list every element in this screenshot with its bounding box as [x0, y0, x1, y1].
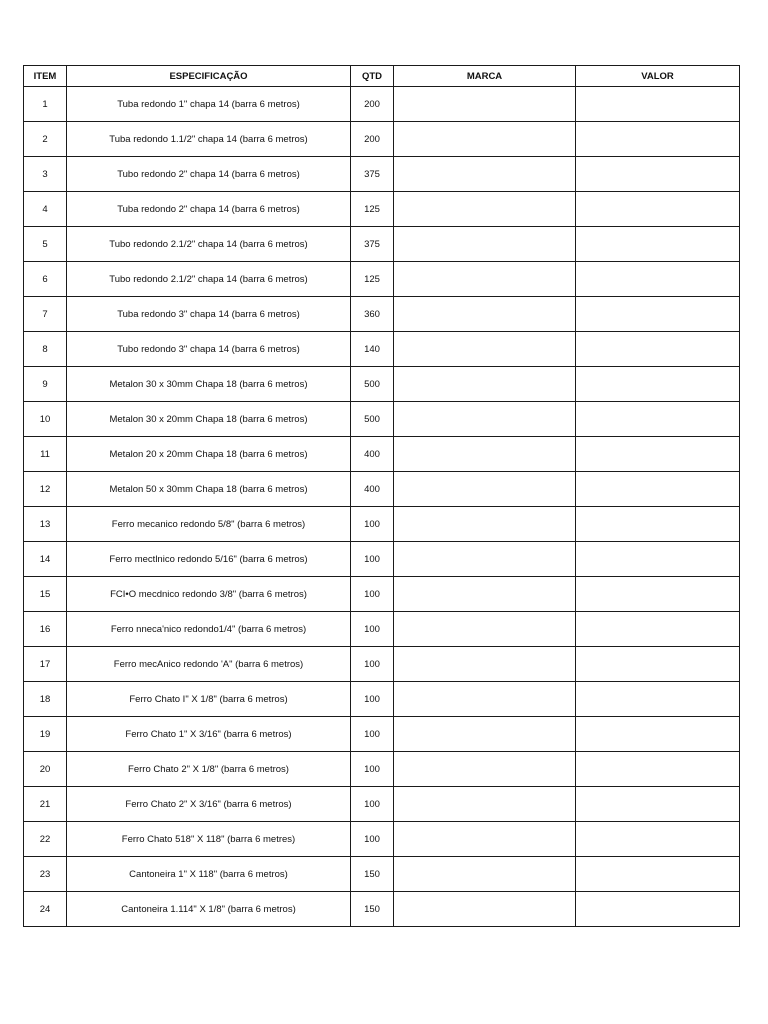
cell-quantity: 100: [351, 682, 394, 717]
cell-quantity: 100: [351, 717, 394, 752]
cell-brand: [394, 647, 576, 682]
cell-brand: [394, 857, 576, 892]
cell-value: [576, 297, 740, 332]
cell-specification: Tubo redondo 2.1/2" chapa 14 (barra 6 metros): [67, 227, 351, 262]
cell-brand: [394, 472, 576, 507]
cell-brand: [394, 157, 576, 192]
cell-specification: Tuba redondo 1.1/2" chapa 14 (barra 6 metros): [67, 122, 351, 157]
table-row: [24, 227, 740, 262]
cell-brand: [394, 787, 576, 822]
cell-brand: [394, 367, 576, 402]
cell-specification: Cantoneira 1" X 118" (barra 6 metros): [67, 857, 351, 892]
cell-quantity: 200: [351, 122, 394, 157]
cell-quantity: 100: [351, 507, 394, 542]
cell-item: 4: [24, 192, 67, 227]
header-item: ITEM: [24, 66, 67, 87]
table-row: [24, 892, 740, 927]
cell-item: 23: [24, 857, 67, 892]
header-quantity: QTD: [351, 66, 394, 87]
cell-quantity: 125: [351, 192, 394, 227]
table-row: [24, 787, 740, 822]
cell-specification: Tuba redondo 1" chapa 14 (barra 6 metros): [67, 87, 351, 122]
cell-specification: Ferro mecanico redondo 5/8" (barra 6 metros): [67, 507, 351, 542]
cell-item: 1: [24, 87, 67, 122]
cell-item: 7: [24, 297, 67, 332]
cell-value: [576, 332, 740, 367]
cell-item: 3: [24, 157, 67, 192]
table-row: [24, 822, 740, 857]
cell-value: [576, 787, 740, 822]
cell-item: 18: [24, 682, 67, 717]
cell-item: 21: [24, 787, 67, 822]
cell-specification: Tuba redondo 3" chapa 14 (barra 6 metros): [67, 297, 351, 332]
cell-item: 2: [24, 122, 67, 157]
cell-brand: [394, 542, 576, 577]
table-row: [24, 612, 740, 647]
cell-specification: Ferro Chato 2" X 3/16" (barra 6 metros): [67, 787, 351, 822]
cell-brand: [394, 122, 576, 157]
cell-value: [576, 402, 740, 437]
cell-item: 20: [24, 752, 67, 787]
cell-value: [576, 157, 740, 192]
cell-specification: Ferro Chato 518" X 118" (barra 6 metres): [67, 822, 351, 857]
cell-item: 16: [24, 612, 67, 647]
header-specification: ESPECIFICAÇÃO: [67, 66, 351, 87]
cell-value: [576, 472, 740, 507]
cell-quantity: 150: [351, 892, 394, 927]
cell-item: 12: [24, 472, 67, 507]
table-body: [24, 87, 740, 927]
table-row: [24, 577, 740, 612]
cell-brand: [394, 577, 576, 612]
cell-quantity: 100: [351, 822, 394, 857]
cell-item: 14: [24, 542, 67, 577]
cell-quantity: 125: [351, 262, 394, 297]
cell-brand: [394, 822, 576, 857]
cell-quantity: 500: [351, 367, 394, 402]
cell-brand: [394, 752, 576, 787]
header-value: VALOR: [576, 66, 740, 87]
cell-specification: Cantoneira 1.114" X 1/8" (barra 6 metros): [67, 892, 351, 927]
cell-value: [576, 822, 740, 857]
cell-specification: Metalon 20 x 20mm Chapa 18 (barra 6 metros): [67, 437, 351, 472]
cell-value: [576, 577, 740, 612]
table-row: [24, 402, 740, 437]
cell-brand: [394, 612, 576, 647]
cell-brand: [394, 87, 576, 122]
specification-table: [23, 65, 740, 927]
table-row: [24, 857, 740, 892]
cell-quantity: 375: [351, 227, 394, 262]
cell-quantity: 150: [351, 857, 394, 892]
cell-specification: Ferro Chato 1" X 3/16" (barra 6 metros): [67, 717, 351, 752]
table-row: [24, 367, 740, 402]
cell-value: [576, 262, 740, 297]
cell-item: 8: [24, 332, 67, 367]
cell-specification: Ferro mecAnico redondo 'A" (barra 6 metros): [67, 647, 351, 682]
cell-brand: [394, 262, 576, 297]
table-row: [24, 262, 740, 297]
table-header-row: [24, 66, 740, 87]
cell-item: 5: [24, 227, 67, 262]
cell-item: 6: [24, 262, 67, 297]
cell-value: [576, 227, 740, 262]
cell-value: [576, 892, 740, 927]
table-row: [24, 437, 740, 472]
cell-item: 17: [24, 647, 67, 682]
cell-brand: [394, 332, 576, 367]
table-row: [24, 122, 740, 157]
cell-brand: [394, 227, 576, 262]
cell-specification: Tuba redondo 2" chapa 14 (barra 6 metros): [67, 192, 351, 227]
cell-quantity: 100: [351, 612, 394, 647]
cell-value: [576, 507, 740, 542]
cell-specification: Ferro nneca'nico redondo1/4" (barra 6 metros): [67, 612, 351, 647]
cell-specification: Tubo redondo 3" chapa 14 (barra 6 metros): [67, 332, 351, 367]
cell-quantity: 100: [351, 542, 394, 577]
cell-item: 22: [24, 822, 67, 857]
table-row: [24, 192, 740, 227]
cell-value: [576, 192, 740, 227]
table-row: [24, 682, 740, 717]
cell-brand: [394, 297, 576, 332]
cell-specification: Metalon 50 x 30mm Chapa 18 (barra 6 metros): [67, 472, 351, 507]
table-row: [24, 752, 740, 787]
cell-quantity: 375: [351, 157, 394, 192]
cell-quantity: 500: [351, 402, 394, 437]
table-row: [24, 647, 740, 682]
cell-value: [576, 857, 740, 892]
cell-item: 9: [24, 367, 67, 402]
cell-specification: Tubo redondo 2.1/2" chapa 14 (barra 6 metros): [67, 262, 351, 297]
cell-brand: [394, 437, 576, 472]
cell-value: [576, 122, 740, 157]
cell-quantity: 400: [351, 472, 394, 507]
table-row: [24, 332, 740, 367]
header-brand: MARCA: [394, 66, 576, 87]
cell-quantity: 100: [351, 647, 394, 682]
cell-brand: [394, 192, 576, 227]
cell-brand: [394, 717, 576, 752]
cell-quantity: 200: [351, 87, 394, 122]
table-row: [24, 472, 740, 507]
table-row: [24, 542, 740, 577]
cell-brand: [394, 402, 576, 437]
cell-specification: FCI•O mecdnico redondo 3/8" (barra 6 metros): [67, 577, 351, 612]
cell-value: [576, 752, 740, 787]
cell-brand: [394, 507, 576, 542]
cell-specification: Metalon 30 x 30mm Chapa 18 (barra 6 metros): [67, 367, 351, 402]
cell-quantity: 100: [351, 752, 394, 787]
cell-value: [576, 682, 740, 717]
cell-specification: Metalon 30 x 20mm Chapa 18 (barra 6 metros): [67, 402, 351, 437]
cell-value: [576, 437, 740, 472]
table-row: [24, 157, 740, 192]
table-row: [24, 507, 740, 542]
cell-quantity: 100: [351, 577, 394, 612]
cell-quantity: 400: [351, 437, 394, 472]
table-row: [24, 87, 740, 122]
cell-quantity: 140: [351, 332, 394, 367]
cell-specification: Tubo redondo 2" chapa 14 (barra 6 metros): [67, 157, 351, 192]
cell-item: 10: [24, 402, 67, 437]
cell-item: 15: [24, 577, 67, 612]
cell-quantity: 360: [351, 297, 394, 332]
cell-quantity: 100: [351, 787, 394, 822]
cell-value: [576, 542, 740, 577]
cell-value: [576, 612, 740, 647]
cell-value: [576, 87, 740, 122]
cell-value: [576, 367, 740, 402]
cell-item: 13: [24, 507, 67, 542]
cell-brand: [394, 682, 576, 717]
cell-item: 19: [24, 717, 67, 752]
cell-specification: Ferro Chato I" X 1/8" (barra 6 metros): [67, 682, 351, 717]
cell-specification: Ferro Chato 2" X 1/8" (barra 6 metros): [67, 752, 351, 787]
cell-value: [576, 647, 740, 682]
table-row: [24, 297, 740, 332]
cell-item: 24: [24, 892, 67, 927]
cell-item: 11: [24, 437, 67, 472]
cell-specification: Ferro mectlnico redondo 5/16" (barra 6 metros): [67, 542, 351, 577]
cell-value: [576, 717, 740, 752]
cell-brand: [394, 892, 576, 927]
table-row: [24, 717, 740, 752]
